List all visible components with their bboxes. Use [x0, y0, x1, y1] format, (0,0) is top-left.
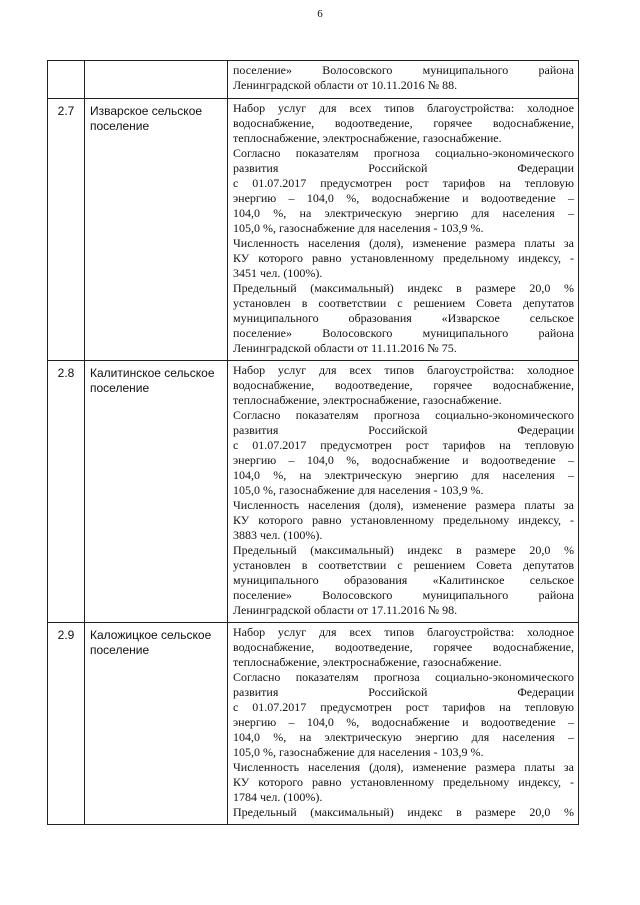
- text-line: развития Российской Федерации: [233, 685, 574, 699]
- text-line: Предельный (максимальный) индекс в размере 20,0 %: [233, 805, 574, 819]
- text-line: муниципального образования «Калитинское сельское: [233, 573, 574, 587]
- text-line: с 01.07.2017 предусмотрен рост тарифов на тепловую: [233, 176, 574, 190]
- settlement-name-line: Калитинское сельское: [90, 366, 215, 380]
- settlement-name: [85, 99, 228, 361]
- text-line: Согласно показателям прогноза социально-экономического: [233, 670, 574, 684]
- text-line: 3451 чел. (100%).: [233, 266, 323, 280]
- text-line: энергию – 104,0 %, водоснабжение и водоотведение –: [233, 453, 574, 467]
- text-line: развития Российской Федерации: [233, 161, 574, 175]
- text-line: с 01.07.2017 предусмотрен рост тарифов на тепловую: [233, 438, 574, 452]
- row-number-cell: [48, 61, 85, 99]
- text-line: 3883 чел. (100%).: [233, 528, 323, 542]
- text-line: Согласно показателям прогноза социально-экономического: [233, 146, 574, 160]
- text-line: водоснабжение, водоотведение, горячее водоснабжение,: [233, 378, 574, 392]
- text-line: установлен в соответствии с решением Совета депутатов: [233, 296, 574, 310]
- text-line: Численность населения (доля), изменение размера платы за: [233, 498, 574, 512]
- text-line: поселение» Волосовского муниципального района: [233, 63, 574, 77]
- text-line: КУ которого равно установленному предельному индексу, -: [233, 251, 574, 265]
- text-line: установлен в соответствии с решением Совета депутатов: [233, 558, 574, 572]
- text-line: 104,0 %, на электрическую энергию для населения –: [233, 206, 574, 220]
- table-row-2-8: [48, 361, 579, 623]
- text-line: водоснабжение, водоотведение, горячее водоснабжение,: [233, 640, 574, 654]
- text-line: развития Российской Федерации: [233, 423, 574, 437]
- text-line: энергию – 104,0 %, водоснабжение и водоотведение –: [233, 715, 574, 729]
- text-line: Набор услуг для всех типов благоустройства: холодное: [233, 101, 574, 115]
- text-line: теплоснабжение, электроснабжение, газоснабжение.: [233, 393, 502, 407]
- settlement-name: [85, 361, 228, 623]
- text-line: Набор услуг для всех типов благоустройства: холодное: [233, 625, 574, 639]
- settlement-name-line: поселение: [90, 381, 150, 395]
- row-number: 2.8: [48, 361, 85, 623]
- settlement-name-line: Изварское сельское: [90, 104, 203, 118]
- text-line: 105,0 %, газоснабжение для населения - 103,9 %.: [233, 221, 484, 235]
- text-line: КУ которого равно установленному предельному индексу, -: [233, 513, 574, 527]
- table-row-2-7: [48, 99, 579, 361]
- row-number: 2.7: [48, 99, 85, 361]
- tariff-table: [47, 60, 579, 825]
- text-line: Ленинградской области от 11.11.2016 № 75.: [233, 341, 457, 355]
- description-cell: [228, 361, 579, 623]
- text-line: с 01.07.2017 предусмотрен рост тарифов на тепловую: [233, 700, 574, 714]
- settlement-name-line: Каложицкое сельское: [90, 628, 212, 642]
- text-line: энергию – 104,0 %, водоснабжение и водоотведение –: [233, 191, 574, 205]
- table-row-2-9: [48, 623, 579, 825]
- text-line: водоснабжение, водоотведение, горячее водоснабжение,: [233, 116, 574, 130]
- text-line: теплоснабжение, электроснабжение, газоснабжение.: [233, 655, 502, 669]
- description-cell: [228, 99, 579, 361]
- text-line: муниципального образования «Изварское сельское: [233, 311, 574, 325]
- text-line: КУ которого равно установленному предельному индексу, -: [233, 775, 574, 789]
- text-line: 105,0 %, газоснабжение для населения - 103,9 %.: [233, 483, 484, 497]
- text-line: Согласно показателям прогноза социально-экономического: [233, 408, 574, 422]
- settlement-name: [85, 623, 228, 825]
- settlement-name-line: поселение: [90, 119, 150, 133]
- description-cell: [228, 61, 579, 99]
- text-line: 104,0 %, на электрическую энергию для населения –: [233, 468, 574, 482]
- text-line: Предельный (максимальный) индекс в размере 20,0 %: [233, 543, 574, 557]
- settlement-name-line: поселение: [90, 643, 150, 657]
- page-number: 6: [317, 8, 323, 20]
- text-line: 1784 чел. (100%).: [233, 790, 323, 804]
- text-line: 105,0 %, газоснабжение для населения - 103,9 %.: [233, 745, 484, 759]
- table-row-continuation: [48, 61, 579, 99]
- text-line: теплоснабжение, электроснабжение, газоснабжение.: [233, 131, 502, 145]
- text-line: Ленинградской области от 17.11.2016 № 98.: [233, 603, 458, 617]
- text-line: Ленинградской области от 10.11.2016 № 88.: [233, 78, 458, 92]
- description-cell: [228, 623, 579, 825]
- text-line: 104,0 %, на электрическую энергию для населения –: [233, 730, 574, 744]
- row-number: 2.9: [48, 623, 85, 825]
- text-line: Численность населения (доля), изменение размера платы за: [233, 760, 574, 774]
- text-line: Численность населения (доля), изменение размера платы за: [233, 236, 574, 250]
- text-line: поселение» Волосовского муниципального района: [233, 326, 574, 340]
- text-line: Набор услуг для всех типов благоустройства: холодное: [233, 363, 574, 377]
- text-line: Предельный (максимальный) индекс в размере 20,0 %: [233, 281, 574, 295]
- text-line: поселение» Волосовского муниципального района: [233, 588, 574, 602]
- settlement-name-cell: [85, 61, 228, 99]
